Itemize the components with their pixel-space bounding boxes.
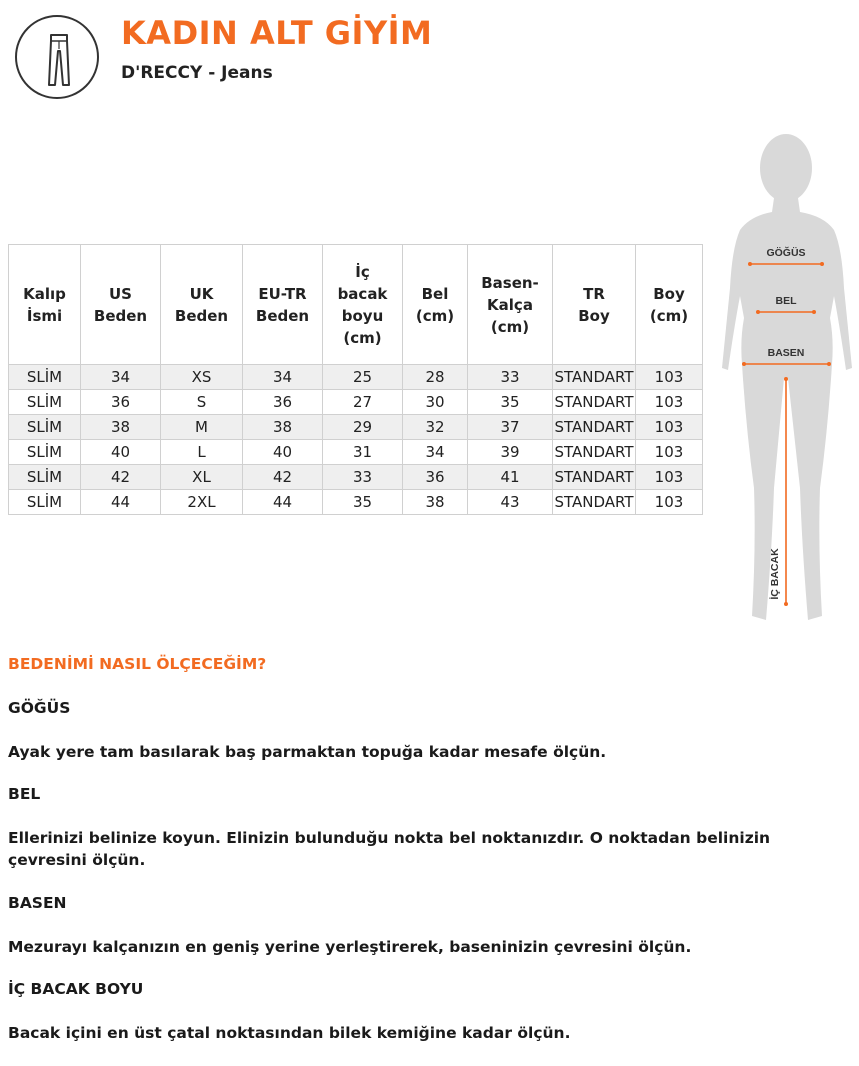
cell-hip: 39: [468, 440, 553, 465]
header-fit-name: Kalıp İsmi: [9, 245, 81, 365]
cell-uk-size: 2XL: [161, 490, 243, 515]
hip-label: BASEN: [767, 347, 805, 359]
cell-inseam: 29: [323, 415, 403, 440]
guide-label-waist: BEL: [8, 785, 41, 803]
body-measurement-figure: [716, 128, 859, 628]
size-table: [8, 244, 703, 515]
cell-uk-size: M: [161, 415, 243, 440]
cell-length-cm: 103: [636, 440, 703, 465]
table-row: [9, 390, 703, 415]
cell-length-cm: 103: [636, 465, 703, 490]
cell-us-size: 42: [81, 465, 161, 490]
guide-text-waist: Ellerinizi belinize koyun. Elinizin bulunduğu nokta bel noktanızdır. O noktadan belinizin çevresini ölçün.: [8, 829, 771, 869]
header-waist: Bel (cm): [403, 245, 468, 365]
cell-waist: 34: [403, 440, 468, 465]
cell-length-cm: 103: [636, 365, 703, 390]
cell-fit-name: SLİM: [9, 365, 81, 390]
cell-hip: 43: [468, 490, 553, 515]
cell-fit-name: SLİM: [9, 490, 81, 515]
cell-uk-size: XS: [161, 365, 243, 390]
cell-uk-size: L: [161, 440, 243, 465]
cell-length-cm: 103: [636, 415, 703, 440]
inseam-label: İÇ BACAK: [769, 548, 781, 600]
header-us-size: US Beden: [81, 245, 161, 365]
cell-uk-size: S: [161, 390, 243, 415]
guide-label-chest: GÖĞÜS: [8, 699, 71, 717]
cell-eu-tr-size: 36: [243, 390, 323, 415]
cell-uk-size: XL: [161, 465, 243, 490]
guide-text-chest: Ayak yere tam basılarak baş parmaktan topuğa kadar mesafe ölçün.: [8, 743, 607, 761]
table-row: [9, 465, 703, 490]
cell-tr-length: STANDART: [553, 440, 636, 465]
cell-hip: 41: [468, 465, 553, 490]
cell-hip: 35: [468, 390, 553, 415]
table-row: [9, 490, 703, 515]
cell-hip: 33: [468, 365, 553, 390]
guide-text-inseam: Bacak içini en üst çatal noktasından bilek kemiğine kadar ölçün.: [8, 1024, 571, 1042]
page-title: KADIN ALT GİYİM: [121, 14, 433, 52]
cell-fit-name: SLİM: [9, 440, 81, 465]
table-row: [9, 440, 703, 465]
cell-length-cm: 103: [636, 390, 703, 415]
header-uk-size: UK Beden: [161, 245, 243, 365]
body-silhouette: [722, 134, 852, 620]
table-header-row: [9, 245, 703, 365]
cell-tr-length: STANDART: [553, 415, 636, 440]
cell-waist: 32: [403, 415, 468, 440]
cell-tr-length: STANDART: [553, 465, 636, 490]
cell-length-cm: 103: [636, 490, 703, 515]
cell-tr-length: STANDART: [553, 490, 636, 515]
header-inseam: İç bacak boyu (cm): [323, 245, 403, 365]
cell-tr-length: STANDART: [553, 390, 636, 415]
cell-us-size: 38: [81, 415, 161, 440]
cell-eu-tr-size: 44: [243, 490, 323, 515]
cell-eu-tr-size: 40: [243, 440, 323, 465]
cell-waist: 28: [403, 365, 468, 390]
header-tr-length: TR Boy: [553, 245, 636, 365]
pants-icon: [17, 17, 101, 101]
cell-waist: 36: [403, 465, 468, 490]
cell-us-size: 36: [81, 390, 161, 415]
cell-us-size: 34: [81, 365, 161, 390]
cell-inseam: 25: [323, 365, 403, 390]
cell-inseam: 35: [323, 490, 403, 515]
guide-text-hip: Mezurayı kalçanızın en geniş yerine yerleştirerek, baseninizin çevresini ölçün.: [8, 938, 692, 956]
cell-eu-tr-size: 38: [243, 415, 323, 440]
cell-waist: 38: [403, 490, 468, 515]
cell-us-size: 44: [81, 490, 161, 515]
cell-inseam: 31: [323, 440, 403, 465]
waist-label: BEL: [775, 295, 797, 307]
header-eu-tr-size: EU-TR Beden: [243, 245, 323, 365]
cell-tr-length: STANDART: [553, 365, 636, 390]
cell-inseam: 27: [323, 390, 403, 415]
cell-waist: 30: [403, 390, 468, 415]
table-row: [9, 365, 703, 390]
cell-fit-name: SLİM: [9, 415, 81, 440]
cell-eu-tr-size: 34: [243, 365, 323, 390]
chest-label: GÖĞÜS: [766, 247, 806, 259]
guide-label-hip: BASEN: [8, 894, 67, 912]
guide-label-inseam: İÇ BACAK BOYU: [8, 980, 144, 998]
table-row: [9, 415, 703, 440]
logo-badge: [15, 15, 99, 99]
header-length-cm: Boy (cm): [636, 245, 703, 365]
guide-heading: BEDENİMİ NASIL ÖLÇECEĞİM?: [8, 655, 267, 673]
cell-inseam: 33: [323, 465, 403, 490]
cell-fit-name: SLİM: [9, 390, 81, 415]
cell-us-size: 40: [81, 440, 161, 465]
header-hip: Basen- Kalça (cm): [468, 245, 553, 365]
cell-fit-name: SLİM: [9, 465, 81, 490]
product-subtitle: D'RECCY - Jeans: [121, 63, 273, 83]
cell-hip: 37: [468, 415, 553, 440]
cell-eu-tr-size: 42: [243, 465, 323, 490]
